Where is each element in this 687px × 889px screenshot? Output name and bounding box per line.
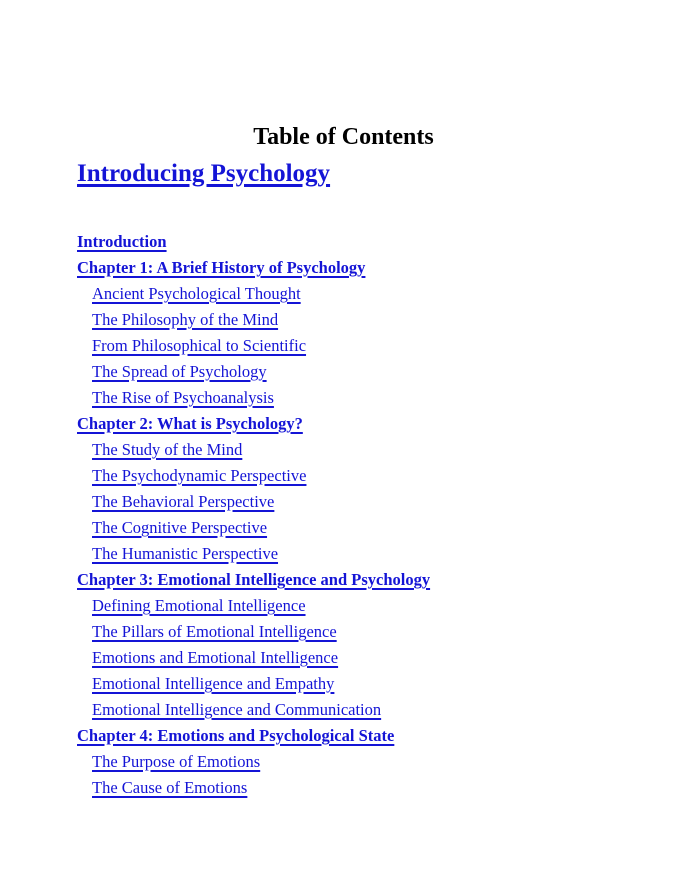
toc-link-emotions-and-emotional-intelligence[interactable]: Emotions and Emotional Intelligence (92, 648, 339, 667)
toc-entry (77, 385, 430, 411)
toc-link-cognitive-perspective[interactable]: The Cognitive Perspective (92, 518, 268, 537)
toc-link-spread-of-psychology[interactable]: The Spread of Psychology (92, 362, 267, 381)
toc-link-introduction[interactable]: Introduction (77, 232, 167, 251)
toc-link-behavioral-perspective[interactable]: The Behavioral Perspective (92, 492, 275, 511)
toc-link-emotional-intelligence-and-communication[interactable]: Emotional Intelligence and Communication (92, 700, 382, 719)
toc-entry (77, 697, 430, 723)
toc-link-humanistic-perspective[interactable]: The Humanistic Perspective (92, 544, 279, 563)
toc-link-psychodynamic-perspective[interactable]: The Psychodynamic Perspective (92, 466, 307, 485)
toc-entry (77, 307, 430, 333)
toc-entry (77, 749, 430, 775)
toc-entry (77, 281, 430, 307)
toc-entry (77, 411, 430, 437)
toc-link-cause-of-emotions[interactable]: The Cause of Emotions (92, 778, 248, 797)
toc-link-rise-of-psychoanalysis[interactable]: The Rise of Psychoanalysis (92, 388, 274, 407)
toc-link-chapter-3[interactable]: Chapter 3: Emotional Intelligence and Psychology (77, 570, 431, 589)
toc-entry (77, 463, 430, 489)
toc-entry (77, 541, 430, 567)
toc-entry (77, 567, 430, 593)
toc-entry (77, 645, 430, 671)
toc-entry (77, 723, 430, 749)
toc-heading: Table of Contents (253, 124, 434, 150)
toc-link-chapter-4[interactable]: Chapter 4: Emotions and Psychological State (77, 726, 395, 745)
toc-entry (77, 489, 430, 515)
toc-link-ancient-psychological-thought[interactable]: Ancient Psychological Thought (92, 284, 301, 303)
book-title-link[interactable]: Introducing Psychology (77, 160, 331, 187)
toc-link-emotional-intelligence-and-empathy[interactable]: Emotional Intelligence and Empathy (92, 674, 335, 693)
toc-link-philosophical-to-scientific[interactable]: From Philosophical to Scientific (92, 336, 307, 355)
toc-entry (77, 255, 430, 281)
toc-link-philosophy-of-the-mind[interactable]: The Philosophy of the Mind (92, 310, 279, 329)
toc-link-study-of-the-mind[interactable]: The Study of the Mind (92, 440, 243, 459)
toc-list (77, 229, 430, 801)
toc-entry (77, 671, 430, 697)
toc-link-defining-emotional-intelligence[interactable]: Defining Emotional Intelligence (92, 596, 306, 615)
toc-entry (77, 593, 430, 619)
toc-entry (77, 515, 430, 541)
toc-entry (77, 359, 430, 385)
toc-entry (77, 333, 430, 359)
toc-link-pillars-of-emotional-intelligence[interactable]: The Pillars of Emotional Intelligence (92, 622, 337, 641)
toc-link-chapter-1[interactable]: Chapter 1: A Brief History of Psychology (77, 258, 366, 277)
toc-link-purpose-of-emotions[interactable]: The Purpose of Emotions (92, 752, 261, 771)
toc-entry (77, 437, 430, 463)
toc-entry (77, 619, 430, 645)
toc-entry (77, 229, 430, 255)
toc-entry (77, 775, 430, 801)
toc-link-chapter-2[interactable]: Chapter 2: What is Psychology? (77, 414, 303, 433)
